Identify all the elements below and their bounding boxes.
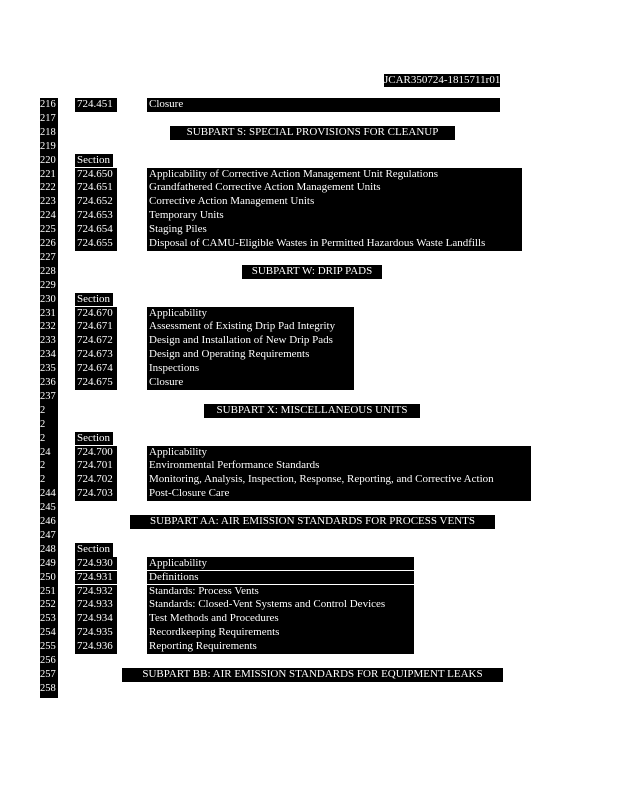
section-number: 724.670: [75, 307, 117, 321]
section-title: Applicability: [147, 557, 414, 571]
section-number: 724.650: [75, 168, 117, 182]
line-number: 227: [40, 251, 56, 263]
line-number: 222: [40, 182, 56, 194]
line-number: 254: [40, 627, 56, 639]
line-number: 226: [40, 238, 56, 249]
section-title: Inspections: [147, 362, 354, 376]
section-title: Definitions: [147, 571, 414, 585]
section-title: Disposal of CAMU-Eligible Wastes in Permitted Hazardous Waste Landfills: [147, 237, 522, 251]
section-number: 724.652: [75, 195, 117, 209]
line-number: 244: [40, 488, 56, 500]
line-number: 229: [40, 279, 56, 291]
line-number: 225: [40, 224, 56, 236]
section-title: Post-Closure Care: [147, 487, 531, 501]
document-id: JCAR350724-1815711r01: [384, 74, 501, 86]
section-number: 724.674: [75, 362, 117, 376]
line-number: 233: [40, 335, 56, 347]
section-number: 724.701: [75, 459, 117, 473]
line-number: 219: [40, 140, 56, 152]
line-number: 2: [40, 432, 46, 444]
subpart-heading: SUBPART X: MISCELLANEOUS UNITS: [204, 404, 420, 418]
section-number: 724.672: [75, 334, 117, 348]
section-title: Corrective Action Management Units: [147, 195, 522, 209]
section-number: 724.930: [75, 557, 117, 571]
section-title: Closure: [147, 98, 500, 112]
section-number: 724.671: [75, 320, 117, 334]
section-number: 724.700: [75, 446, 117, 460]
line-number: 221: [40, 168, 56, 180]
line-number: 2: [40, 474, 46, 486]
line-number: 2: [40, 404, 46, 416]
section-number: 724.654: [75, 223, 117, 237]
line-number: 258: [40, 682, 56, 694]
section-number: 724.935: [75, 626, 117, 640]
line-number: 218: [40, 126, 56, 138]
section-title: Recordkeeping Requirements: [147, 626, 414, 640]
section-number: 724.933: [75, 598, 117, 612]
section-title: Design and Installation of New Drip Pads: [147, 334, 354, 348]
section-title: Test Methods and Procedures: [147, 612, 414, 626]
line-number: 235: [40, 363, 56, 375]
line-number: 236: [40, 377, 56, 388]
section-column-label: Section: [75, 543, 113, 557]
line-number: 251: [40, 585, 56, 597]
section-title: Standards: Process Vents: [147, 585, 414, 599]
subpart-heading: SUBPART S: SPECIAL PROVISIONS FOR CLEANUP: [170, 126, 455, 140]
section-number: 724.651: [75, 181, 117, 195]
section-title: Applicability of Corrective Action Management Unit Regulations: [147, 168, 522, 182]
section-number: 724.932: [75, 585, 117, 599]
line-number: 246: [40, 516, 56, 527]
section-title: Monitoring, Analysis, Inspection, Response, Reporting, and Corrective Action: [147, 473, 531, 487]
line-number: 250: [40, 571, 56, 583]
line-number: 24: [40, 446, 51, 458]
line-number: 245: [40, 502, 56, 514]
line-number: 252: [40, 599, 56, 611]
section-number: 724.934: [75, 612, 117, 626]
line-number: 223: [40, 196, 56, 208]
section-title: Temporary Units: [147, 209, 522, 223]
line-number: 220: [40, 154, 56, 166]
section-number: 724.702: [75, 473, 117, 487]
section-title: Applicability: [147, 307, 354, 321]
subpart-heading: SUBPART W: DRIP PADS: [242, 265, 382, 279]
section-title: Assessment of Existing Drip Pad Integrity: [147, 320, 354, 334]
section-column-label: Section: [75, 432, 113, 446]
line-number: 230: [40, 293, 56, 305]
section-title: Closure: [147, 376, 354, 390]
line-number: 237: [40, 390, 56, 402]
section-title: Design and Operating Requirements: [147, 348, 354, 362]
line-number: 256: [40, 655, 56, 666]
section-title: Standards: Closed-Vent Systems and Control Devices: [147, 598, 414, 612]
line-number: 2: [40, 460, 46, 472]
section-number: 724.673: [75, 348, 117, 362]
section-number: 724.451: [75, 98, 117, 112]
subpart-heading: SUBPART AA: AIR EMISSION STANDARDS FOR PROCESS VENTS: [130, 515, 495, 529]
line-number: 216: [40, 99, 56, 110]
line-number: 231: [40, 307, 56, 319]
section-column-label: Section: [75, 154, 113, 168]
section-number: 724.936: [75, 640, 117, 654]
section-number: 724.675: [75, 376, 117, 390]
section-number: 724.655: [75, 237, 117, 251]
section-title: Staging Piles: [147, 223, 522, 237]
line-number: 253: [40, 613, 56, 625]
line-number: 249: [40, 557, 56, 569]
section-number: 724.653: [75, 209, 117, 223]
line-number: 247: [40, 529, 56, 541]
section-title: Reporting Requirements: [147, 640, 414, 654]
line-number: 255: [40, 641, 56, 653]
section-title: Grandfathered Corrective Action Management Units: [147, 181, 522, 195]
section-number: 724.931: [75, 571, 117, 585]
line-number: 257: [40, 668, 56, 680]
line-number: 228: [40, 265, 56, 277]
line-number: 2: [40, 418, 46, 430]
line-number: 224: [40, 210, 56, 222]
line-number: 248: [40, 543, 56, 555]
line-number: 234: [40, 349, 56, 361]
section-number: 724.703: [75, 487, 117, 501]
line-number: 217: [40, 112, 56, 124]
subpart-heading: SUBPART BB: AIR EMISSION STANDARDS FOR EQUIPMENT LEAKS: [122, 668, 503, 682]
section-title: Applicability: [147, 446, 531, 460]
section-title: Environmental Performance Standards: [147, 459, 531, 473]
line-number: 232: [40, 321, 56, 333]
section-column-label: Section: [75, 293, 113, 307]
